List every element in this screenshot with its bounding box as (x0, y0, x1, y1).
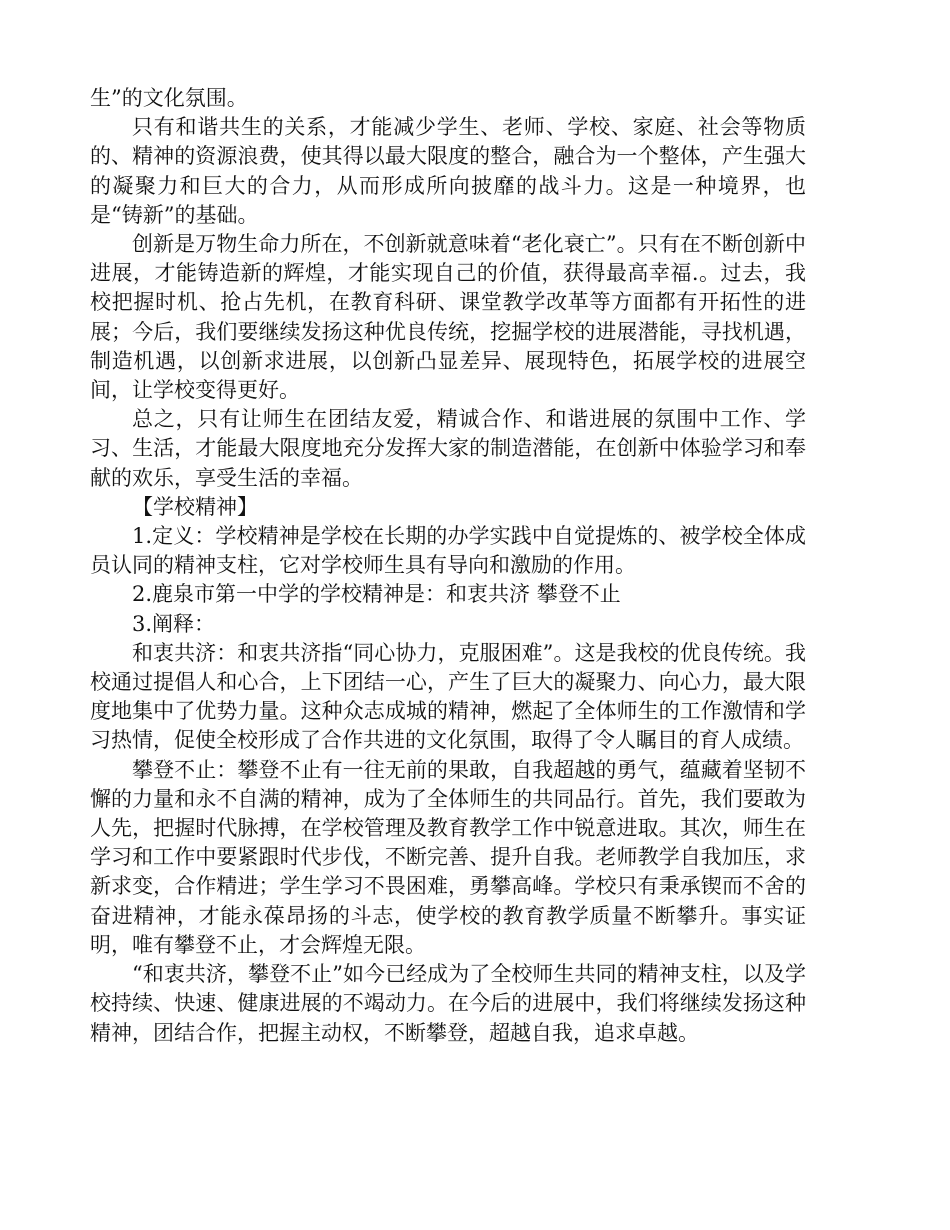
document-page (90, 84, 806, 1048)
paragraph-pandeng-buzhi: 攀登不止：攀登不止有一往无前的果敢，自我超越的勇气，蕴藏着坚韧不懈的力量和永不自满的精神，成为了全体师生的共同品行。首先，我们要敢为人先，把握时代脉搏，在学校管理及教育教学工作中锐意进取。其次，师生在学习和工作中要紧跟时代步伐，不断完善、提升自我。老师教学自我加压，求新求变，合作精进；学生学习不畏困难，勇攀高峰。学校只有秉承锲而不舍的奋进精神，才能永葆昂扬的斗志，使学校的教育教学质量不断攀升。事实证明，唯有攀登不止，才会辉煌无限。 (90, 757, 806, 957)
paragraph-continuation: 生”的文化氛围。 (90, 86, 248, 110)
paragraph-school-spirit-statement: 2.鹿泉市第一中学的学校精神是：和衷共济 攀登不止 (132, 582, 621, 607)
paragraph-innovation: 创新是万物生命力所在，不创新就意味着“老化衰亡”。只有在不断创新中进展，才能铸造新的辉煌，才能实现自己的价值，获得最高幸福.。过去，我校把握时机、抢占先机，在教育科研、课堂教学改革等方面都有开拓性的进展；今后，我们要继续发扬这种优良传统，挖掘学校的进展潜能，寻找机遇，制造机遇，以创新求进展，以创新凸显差异、展现特色，拓展学校的进展空间，让学校变得更好。 (90, 232, 806, 403)
paragraph-conclusion: 总之，只有让师生在团结友爱，精诚合作、和谐进展的氛围中工作、学习、生活，才能最大限度地充分发挥大家的制造潜能，在创新中体验学习和奉献的欢乐，享受生活的幸福。 (90, 407, 806, 490)
paragraph-harmony: 只有和谐共生的关系，才能减少学生、老师、学校、家庭、社会等物质的、精神的资源浪费，使其得以最大限度的整合，融合为一个整体，产生强大的凝聚力和巨大的合力，从而形成所向披靡的战斗力。这是一种境界，也是“铸新”的基础。 (90, 115, 806, 227)
paragraph-hezhong-gongji: 和衷共济：和衷共济指“同心协力，克服困难”。这是我校的优良传统。我校通过提倡人和心合，上下团结一心，产生了巨大的凝聚力、向心力，最大限度地集中了优势力量。这种众志成城的精神，燃起了全体师生的工作激情和学习热情，促使全校形成了合作共进的文化氛围，取得了令人瞩目的育人成绩。 (90, 640, 806, 753)
section-heading-school-spirit: 【学校精神】 (132, 494, 258, 519)
paragraph-definition: 1.定义：学校精神是学校在长期的办学实践中自觉提炼的、被学校全体成员认同的精神支柱，它对学校师生具有导向和激励的作用。 (90, 524, 806, 578)
paragraph-closing: “和衷共济，攀登不止”如今已经成为了全校师生共同的精神支柱，以及学校持续、快速、健康进展的不竭动力。在今后的进展中，我们将继续发扬这种精神，团结合作，把握主动权，不断攀登，超越自我，追求卓越。 (90, 962, 806, 1045)
paragraph-explanation-label: 3.阐释： (132, 611, 216, 636)
